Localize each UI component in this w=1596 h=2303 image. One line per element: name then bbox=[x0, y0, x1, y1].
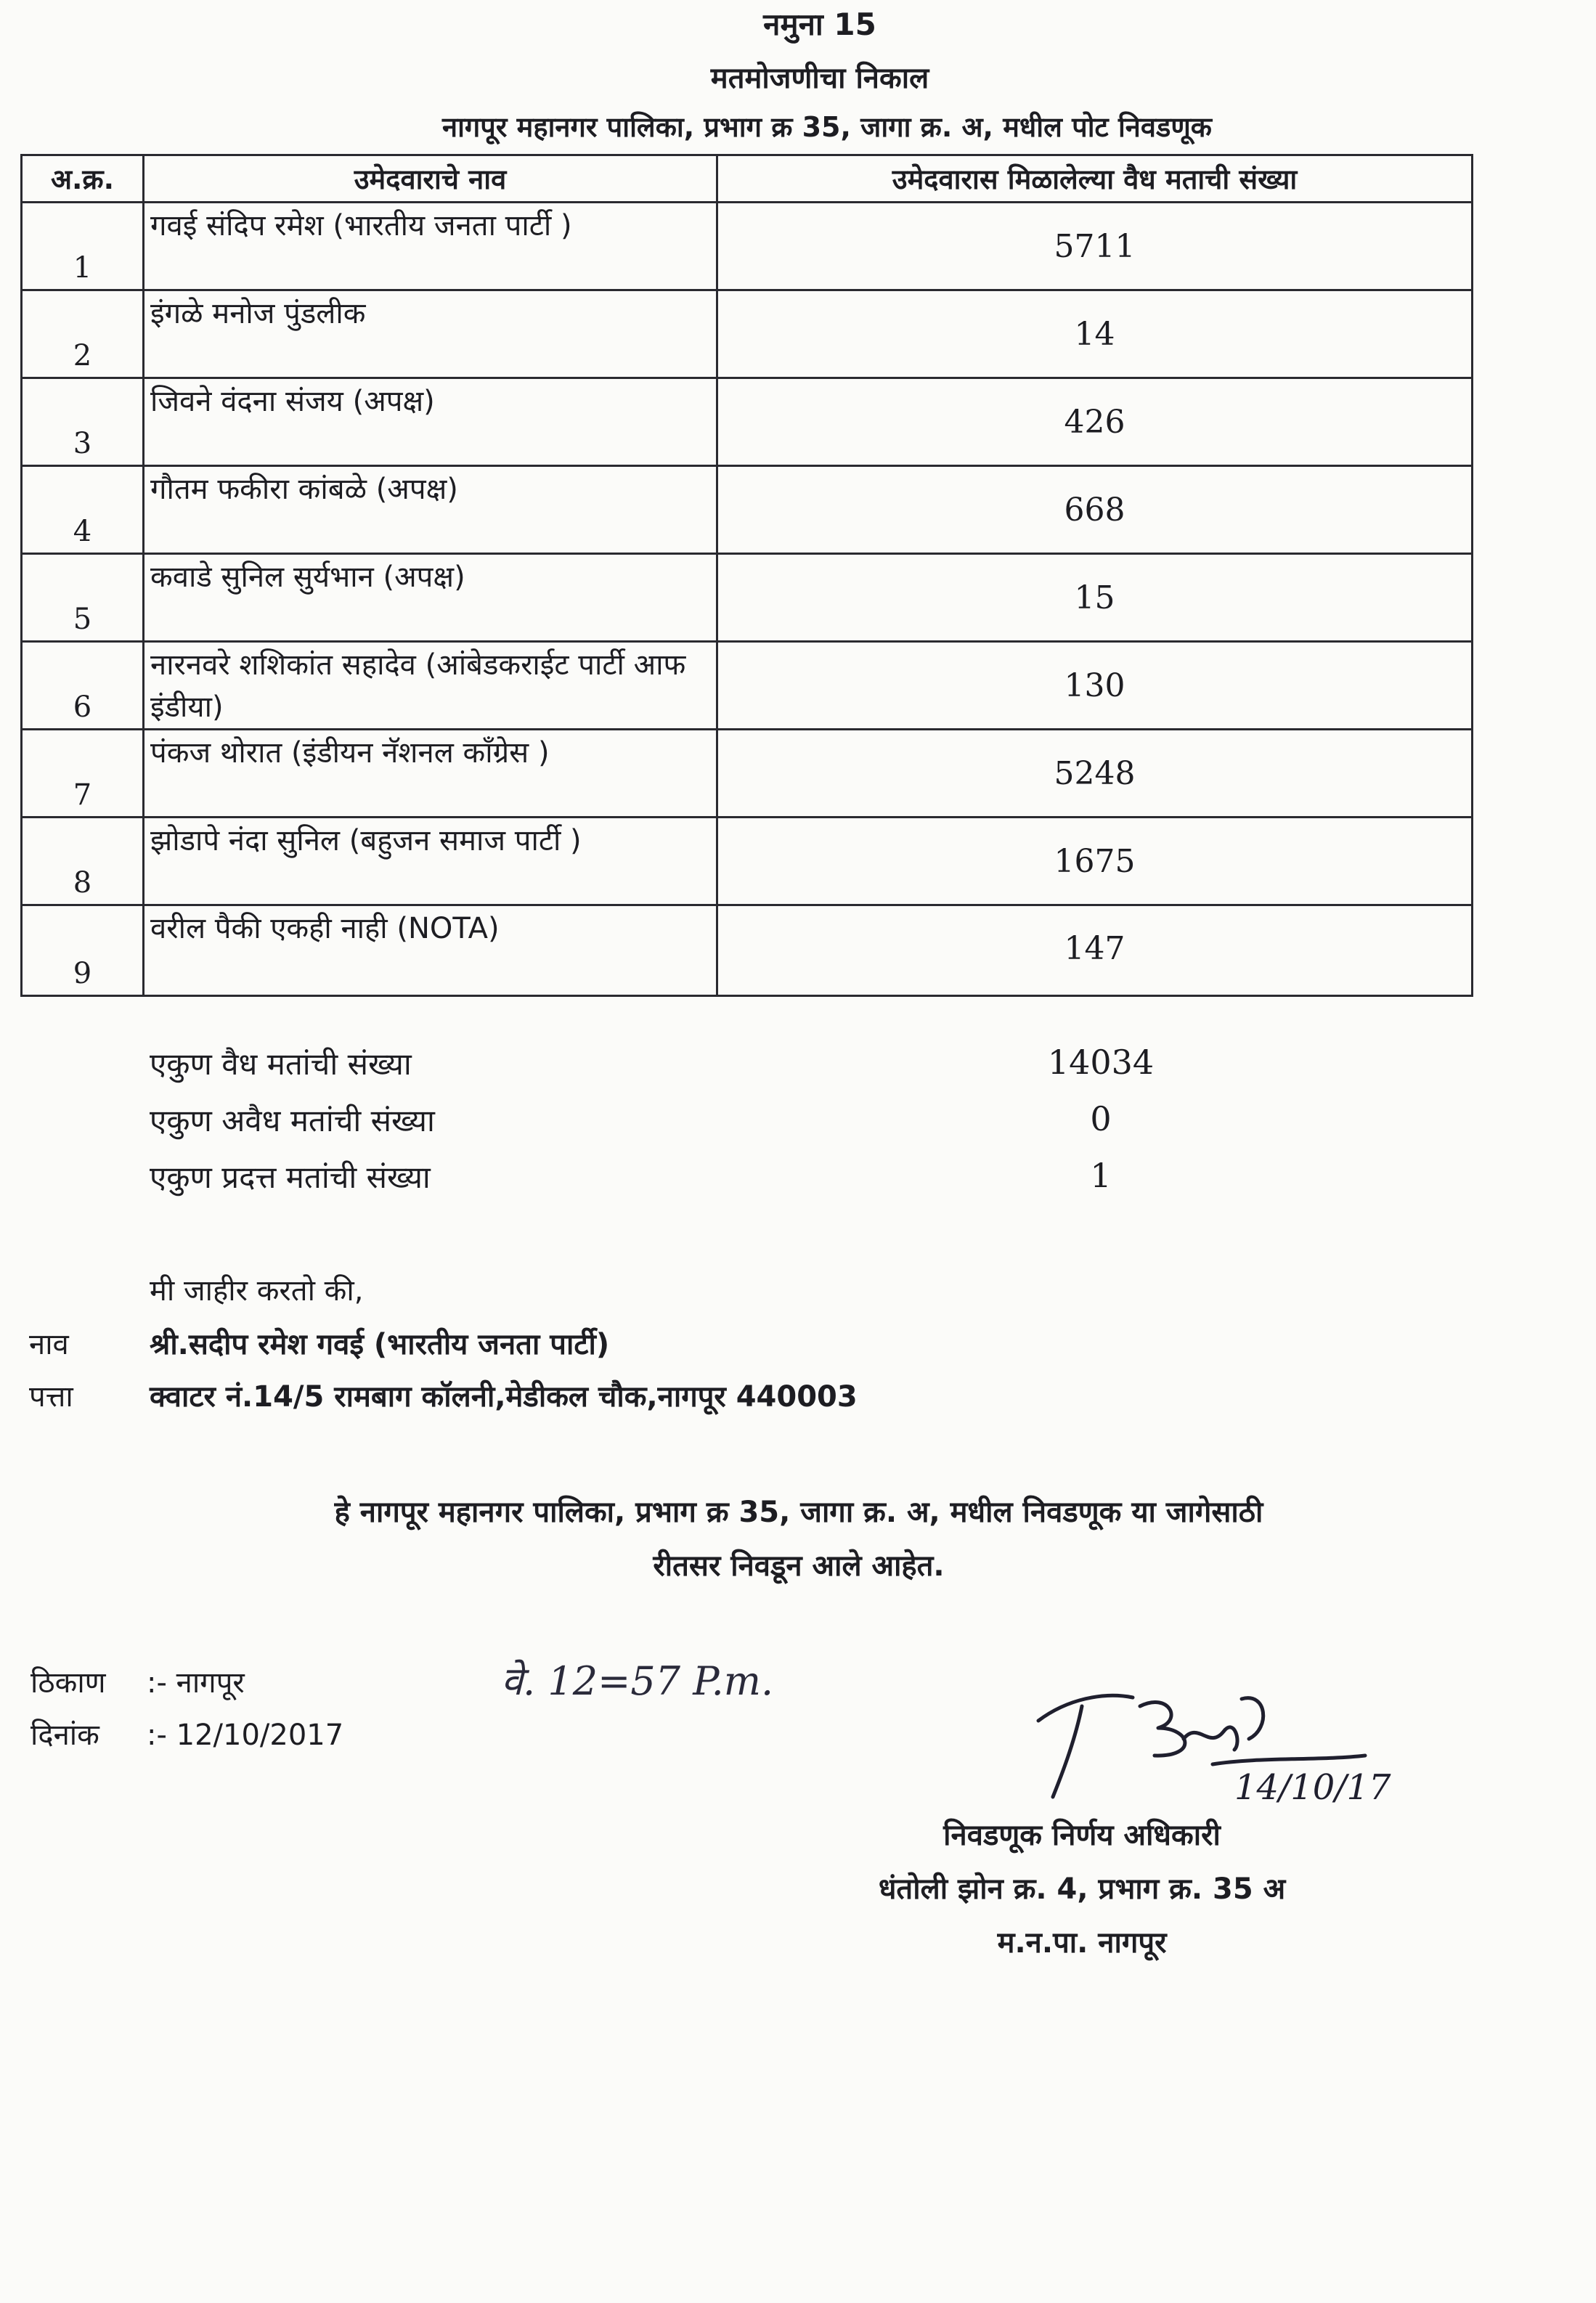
winner-address: क्वाटर नं.14/5 रामबाग कॉलनी,मेडीकल चौक,नागपूर 440003 bbox=[150, 1380, 858, 1414]
vote-count: 5248 bbox=[717, 730, 1473, 818]
serial-number: 3 bbox=[73, 427, 92, 460]
serial-number: 8 bbox=[73, 866, 92, 900]
signature bbox=[1017, 1670, 1394, 1815]
vote-count: 5711 bbox=[717, 203, 1473, 290]
total-tendered-value: 1 bbox=[1090, 1156, 1112, 1195]
officer-zone: धंतोली झोन क्र. 4, प्रभाग क्र. 35 अ bbox=[878, 1872, 1286, 1906]
serial-number: 1 bbox=[73, 251, 92, 285]
candidate-name: गौतम फकीरा कांबळे (अपक्ष) bbox=[144, 466, 717, 554]
total-invalid-row bbox=[150, 1099, 1239, 1156]
table-header-row bbox=[22, 155, 1473, 203]
document-subtitle: नागपूर महानगर पालिका, प्रभाग क्र 35, जागा क्र. अ, मधील पोट निवडणूक bbox=[441, 111, 1212, 143]
serial-number: 2 bbox=[73, 339, 92, 372]
declaration-intro: मी जाहीर करतो की, bbox=[150, 1274, 364, 1308]
table-row bbox=[22, 554, 1473, 642]
vote-count: 15 bbox=[717, 554, 1473, 642]
total-valid-label: एकुण वैध मतांची संख्या bbox=[150, 1046, 412, 1082]
total-valid-row bbox=[150, 1043, 1239, 1099]
total-tendered-row bbox=[150, 1156, 1239, 1212]
serial-number: 4 bbox=[73, 515, 92, 548]
vote-count: 426 bbox=[717, 378, 1473, 466]
candidate-name: पंकज थोरात (इंडीयन नॅशनल कॉंग्रेस ) bbox=[144, 730, 717, 818]
date-label: दिनांक bbox=[30, 1719, 99, 1752]
vote-count: 147 bbox=[717, 905, 1473, 996]
date-line bbox=[30, 1713, 343, 1753]
table-row bbox=[22, 905, 1473, 996]
conclusion-line-1: हे नागपूर महानगर पालिका, प्रभाग क्र 35, जागा क्र. अ, मधील निवडणूक या जागेसाठी bbox=[334, 1496, 1263, 1529]
candidate-name: कवाडे सुनिल सुर्यभान (अपक्ष) bbox=[144, 554, 717, 642]
table-row bbox=[22, 730, 1473, 818]
date-value: :- 12/10/2017 bbox=[147, 1719, 344, 1752]
officer-organisation: म.न.पा. नागपूर bbox=[997, 1926, 1167, 1960]
vote-count: 1675 bbox=[717, 818, 1473, 905]
declaration-conclusion bbox=[109, 1485, 1489, 1593]
total-invalid-value: 0 bbox=[1090, 1099, 1112, 1138]
serial-number: 7 bbox=[73, 778, 92, 812]
winner-name: श्री.सदीप रमेश गवई (भारतीय जनता पार्टी) bbox=[150, 1328, 610, 1361]
serial-number: 6 bbox=[73, 690, 92, 724]
place-label: ठिकाण bbox=[30, 1666, 106, 1700]
total-tendered-label: एकुण प्रदत्त मतांची संख्या bbox=[150, 1159, 431, 1195]
table-row bbox=[22, 466, 1473, 554]
total-valid-value: 14034 bbox=[1047, 1043, 1155, 1082]
column-header-votes: उमेदवारास मिळालेल्या वैध मताची संख्या bbox=[717, 155, 1473, 203]
winner-name-label: नाव bbox=[29, 1328, 69, 1361]
column-header-candidate: उमेदवाराचे नाव bbox=[144, 155, 717, 203]
vote-count: 668 bbox=[717, 466, 1473, 554]
document-title: मतमोजणीचा निकाल bbox=[710, 62, 929, 95]
signature-date: 14/10/17 bbox=[1234, 1767, 1391, 1808]
candidate-name: वरील पैकी एकही नाही (NOTA) bbox=[144, 905, 717, 996]
winner-address-label: पत्ता bbox=[29, 1380, 73, 1414]
candidate-name: गवई संदिप रमेश (भारतीय जनता पार्टी ) bbox=[144, 203, 717, 290]
total-invalid-label: एकुण अवैध मतांची संख्या bbox=[150, 1103, 435, 1138]
place-value: :- नागपूर bbox=[147, 1666, 245, 1700]
table-row bbox=[22, 378, 1473, 466]
officer-title: निवडणूक निर्णय अधिकारी bbox=[943, 1819, 1221, 1852]
candidate-name: जिवने वंदना संजय (अपक्ष) bbox=[144, 378, 717, 466]
table-row bbox=[22, 642, 1473, 730]
vote-count: 14 bbox=[717, 290, 1473, 378]
totals-block bbox=[150, 1043, 1239, 1212]
candidate-name: इंगळे मनोज पुंडलीक bbox=[144, 290, 717, 378]
serial-number: 9 bbox=[73, 957, 92, 990]
conclusion-line-2: रीतसर निवडून आले आहेत. bbox=[653, 1549, 945, 1583]
vote-count: 130 bbox=[717, 642, 1473, 730]
candidate-name: नारनवरे शशिकांत सहादेव (आंबेडकराईट पार्टी आफ इंडीया) bbox=[144, 642, 717, 730]
column-header-serial: अ.क्र. bbox=[22, 155, 144, 203]
place-line bbox=[30, 1661, 245, 1701]
results-table bbox=[20, 154, 1473, 997]
table-row bbox=[22, 290, 1473, 378]
handwritten-time-note: वे. 12=57 P.m. bbox=[501, 1658, 774, 1704]
candidate-name: झोडापे नंदा सुनिल (बहुजन समाज पार्टी ) bbox=[144, 818, 717, 905]
form-number: नमुना 15 bbox=[763, 7, 876, 42]
table-row bbox=[22, 818, 1473, 905]
serial-number: 5 bbox=[73, 603, 92, 636]
table-row bbox=[22, 203, 1473, 290]
